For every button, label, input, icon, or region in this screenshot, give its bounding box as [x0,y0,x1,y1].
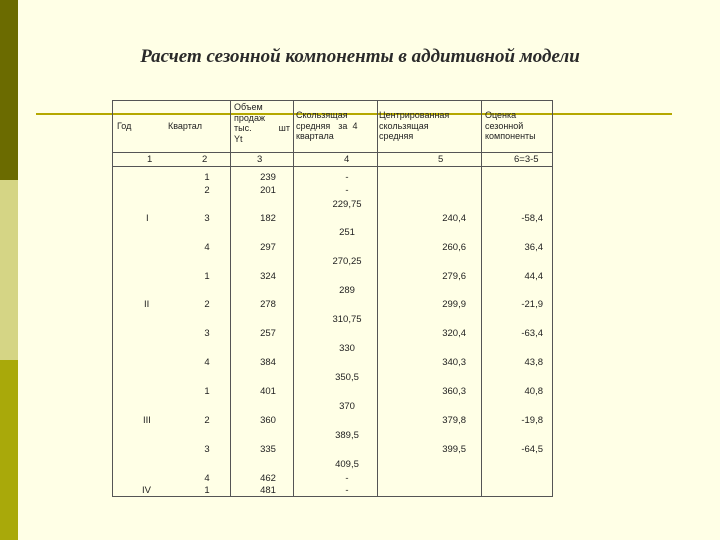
column-divider [293,100,294,497]
moving-average-cell: 389,5 [335,430,359,441]
quarter-cell: 4 [204,242,210,253]
colnum-cell: 3 [257,154,263,165]
volume-cell: 324 [260,271,276,282]
year-cell: I [146,213,149,224]
moving-average-cell: 409,5 [335,459,359,470]
table-border-bottom [112,496,553,497]
centered-average-cell: 340,3 [442,357,466,368]
colnum-cell: 6=3-5 [514,154,539,165]
header-seasonal-component: Оценка сезонной компоненты [485,110,536,141]
header-volume: Объем продаж тыс. шт Yt [234,102,290,144]
quarter-cell: 3 [204,444,210,455]
table-border-right [552,100,553,497]
colnum-cell: 5 [438,154,444,165]
moving-average-cell: 229,75 [332,199,362,210]
header-centered-average: Центрированная скользящая средняя [379,110,450,141]
quarter-cell: 3 [204,328,210,339]
moving-average-cell: 289 [339,285,355,296]
seasonal-component-cell: -21,9 [521,299,543,310]
volume-cell: 481 [260,485,276,496]
volume-cell: 297 [260,242,276,253]
seasonal-component-cell: -63,4 [521,328,543,339]
decor-bar-top [0,0,18,180]
quarter-cell: 3 [204,213,210,224]
column-divider [481,100,482,497]
page-title: Расчет сезонной компоненты в аддитивной модели [140,46,580,67]
moving-average-cell: 370 [339,401,355,412]
quarter-cell: 1 [204,386,210,397]
moving-average-cell: 310,75 [332,314,362,325]
volume-cell: 401 [260,386,276,397]
moving-average-cell: - [345,485,349,496]
quarter-cell: 2 [204,299,210,310]
centered-average-cell: 379,8 [442,415,466,426]
table-border-left [112,100,113,497]
seasonal-component-cell: 40,8 [524,386,543,397]
table-border-top [112,100,553,101]
volume-cell: 335 [260,444,276,455]
moving-average-cell: 350,5 [335,372,359,383]
centered-average-cell: 399,5 [442,444,466,455]
centered-average-cell: 299,9 [442,299,466,310]
quarter-cell: 2 [204,185,210,196]
moving-average-cell: - [345,172,349,183]
moving-average-cell: - [345,473,349,484]
number-row-divider [112,166,553,167]
header-quarter: Квартал [168,121,203,131]
quarter-cell: 2 [204,415,210,426]
volume-cell: 278 [260,299,276,310]
moving-average-cell: 251 [339,227,355,238]
year-cell: IV [142,485,151,496]
header-divider [112,152,553,153]
volume-cell: 384 [260,357,276,368]
moving-average-cell: 270,25 [332,256,362,267]
centered-average-cell: 320,4 [442,328,466,339]
quarter-cell: 4 [204,357,210,368]
moving-average-cell: - [345,185,349,196]
seasonal-component-cell: 43,8 [524,357,543,368]
colnum-cell: 2 [202,154,208,165]
header-year: Год [117,121,132,131]
centered-average-cell: 260,6 [442,242,466,253]
quarter-cell: 1 [204,271,210,282]
year-cell: III [143,415,151,426]
colnum-cell: 4 [344,154,350,165]
volume-cell: 182 [260,213,276,224]
seasonal-component-cell: 36,4 [524,242,543,253]
moving-average-cell: 330 [339,343,355,354]
seasonal-component-cell: -58,4 [521,213,543,224]
quarter-cell: 4 [204,473,210,484]
seasonal-component-cell: -19,8 [521,415,543,426]
quarter-cell: 1 [204,485,210,496]
centered-average-cell: 360,3 [442,386,466,397]
volume-cell: 462 [260,473,276,484]
centered-average-cell: 279,6 [442,271,466,282]
seasonal-component-cell: 44,4 [524,271,543,282]
centered-average-cell: 240,4 [442,213,466,224]
volume-cell: 257 [260,328,276,339]
column-divider [377,100,378,497]
volume-cell: 239 [260,172,276,183]
volume-cell: 201 [260,185,276,196]
column-divider [230,100,231,497]
quarter-cell: 1 [204,172,210,183]
seasonal-table [112,100,553,497]
decor-bar-bottom [0,360,18,540]
decor-bar-middle [0,180,18,360]
seasonal-component-cell: -64,5 [521,444,543,455]
volume-cell: 360 [260,415,276,426]
header-moving-average: Скользящая средняя за 4 квартала [296,110,358,141]
year-cell: II [144,299,150,310]
colnum-cell: 1 [147,154,153,165]
